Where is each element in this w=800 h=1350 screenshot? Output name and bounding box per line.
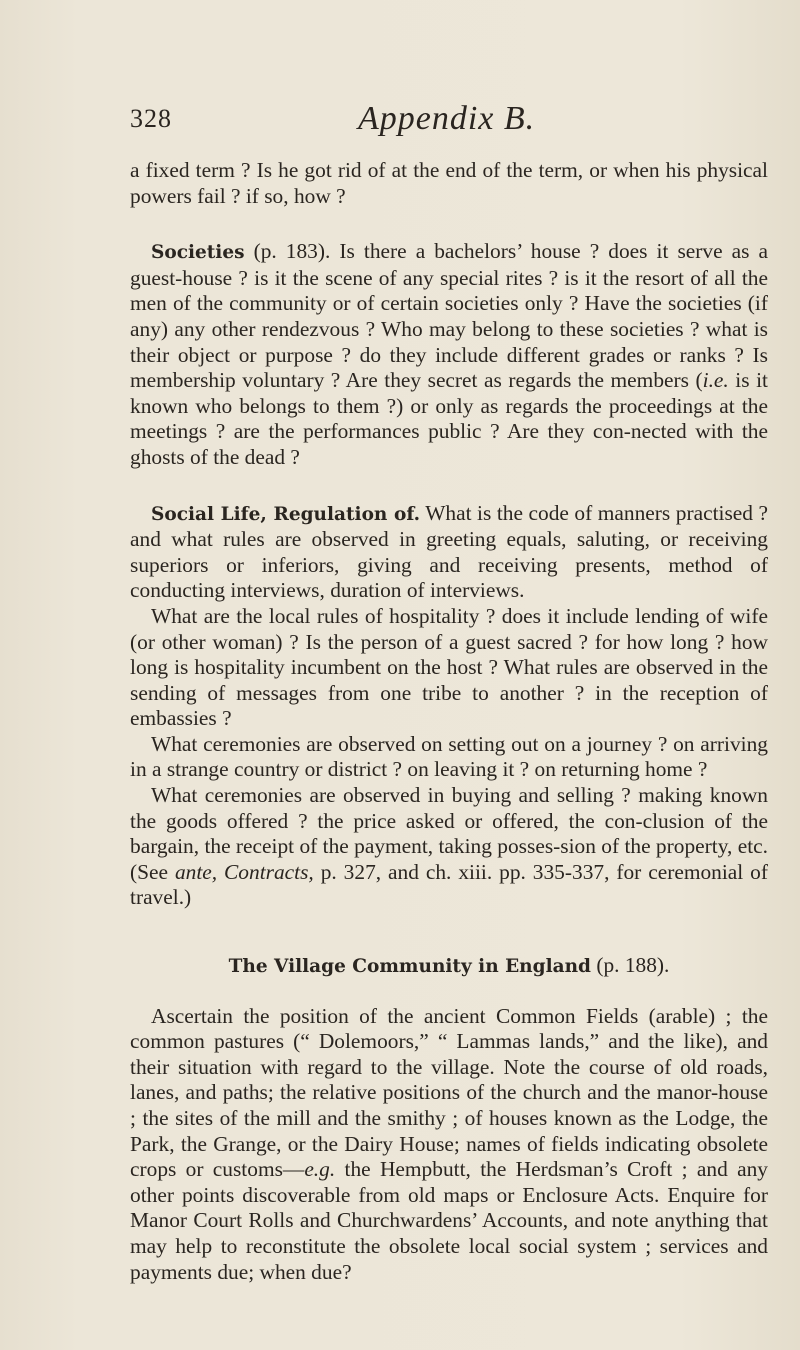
heading-village-community [130,953,768,980]
paragraph-journey: What ceremonies are observed on setting out on a journey ? on arriving in a strange country or district ? on leaving it ? on returning home ? [130,731,768,782]
societies-ie: i.e. [702,368,729,393]
paragraph-village [130,1004,768,1286]
paragraph-societies [130,239,768,470]
heading-societies: Societies [151,242,245,264]
paragraph-fixed-term: a fixed term ? Is he got rid of at the end of the term, or when his physical powers fail ? if so, how ? [130,158,768,208]
page-header [130,100,768,140]
village-eg: e.g. [304,1157,336,1182]
paragraph-social-life [130,501,768,604]
village-heading-ref: (p. 188). [590,953,670,978]
buying-text: What ceremonies are observed in buying and selling ? making known the goods offered ? the price asked or offered, the con-clusion of the bargain, the receipt of the payment, taking posses-sion of the property, etc. (See [130,783,768,884]
paragraph-buying-selling [130,783,768,911]
running-head: Appendix B. [358,100,536,137]
heading-social-life: Social Life, Regulation of. [151,503,421,525]
buying-ante: ante, Contracts, [174,859,314,884]
buying-text-2: p. 327, and ch. xiii. pp. 335-337, for ceremonial of travel.) [130,859,768,910]
village-text: Ascertain the position of the ancient Common Fields (arable) ; the common pastures (“ Dolemoors,” “ Lammas lands,” and the like), and their situation with regard to the village. Note the course of old roads, lanes, and paths; the relative positions of the church and the manor-house ; the sites of the mill and the smithy ; of houses known as the Lodge, the Park, the Grange, or the Dairy House; names of fields indicating obsolete crops or customs— [130,1003,768,1182]
page-number: 328 [130,104,172,133]
page-content [130,100,768,1285]
social-text: What is the code of manners practised ? and what rules are observed in greeting equals, saluting, or receiving superiors or inferiors, giving and receiving presents, method of conducting interviews, duration of interviews. [130,500,768,603]
societies-text: (p. 183). Is there a bachelors’ house ? does it serve as a guest-house ? is it the scene of any special rites ? is it the resort of all the men of the community or of certain societies only ? Have the societies (if any) any other rendezvous ? Who may belong to these societies ? what is their object or purpose ? do they include different grades or ranks ? Is membership voluntary ? Are they secret as regards the members ( [130,239,768,393]
paragraph-hospitality: What are the local rules of hospitality ? does it include lending of wife (or other woman) ? Is the person of a guest sacred ? for how long ? how long is hospitality incumbent on the host ? What rules are observed in the sending of messages from one tribe to another ? in the reception of embassies ? [130,603,768,731]
village-text-2: the Hempbutt, the Herdsman’s Croft ; and any other points discoverable from old maps or Enclosure Acts. Enquire for Manor Court Rolls and Churchwardens’ Accounts, and note anything that may help to reconstitute the obsolete local social system ; services and payments due; when due? [130,1157,768,1284]
village-heading-title: The Village Community in England [228,956,591,978]
societies-text-2: is it known who belongs to them ?) or only as regards the proceedings at the meetings ? are the performances public ? Are they con-nected with the ghosts of the dead ? [130,368,768,469]
